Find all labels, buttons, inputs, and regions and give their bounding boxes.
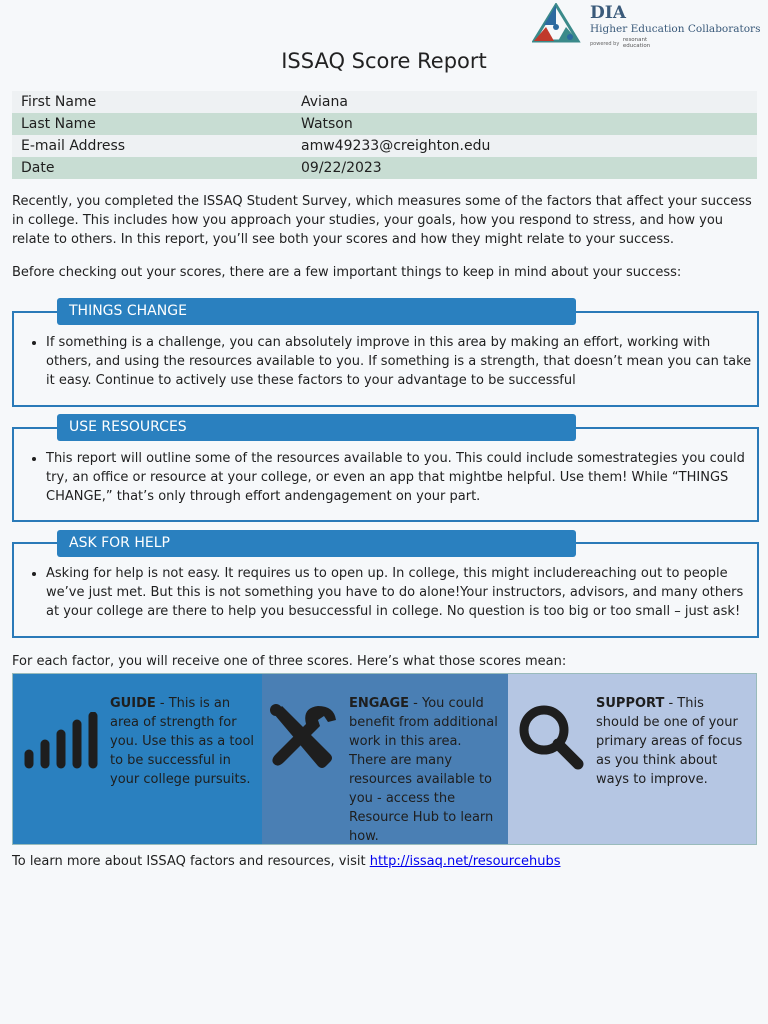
score-engage-description bbox=[349, 694, 501, 846]
student-info-table bbox=[12, 91, 757, 179]
learn-more-text: To learn more about ISSAQ factors and resources, visit bbox=[12, 854, 370, 869]
score-support-description bbox=[596, 694, 748, 789]
callout-text: • This report will outline some of the resources available to you. This could include somestrategies you could try, an office or resource at your college, or even an app that mightbe helpful. Use them! While “THINGS CHANGE,” that’s only through effort andengagement on your part. bbox=[46, 449, 757, 506]
callout-heading-use-resources: USE RESOURCES bbox=[57, 414, 576, 441]
callout-use-resources bbox=[12, 427, 759, 522]
score-text: - This should be one of your primary areas of focus as you think about ways to improve. bbox=[596, 696, 743, 787]
brand-line1: resonant bbox=[622, 37, 648, 43]
callout-things-change bbox=[12, 311, 759, 407]
intro-paragraph: Recently, you completed the ISSAQ Student Survey, which measures some of the factors that affect your success in college. This includes how you approach your studies, your goals, how you respond to stress, and how you relate to others. In this report, you’ll see both your scores and how they might relate to your success. bbox=[12, 194, 752, 247]
logo-title: DIA bbox=[590, 3, 626, 23]
dia-logo bbox=[532, 3, 764, 51]
learn-more-paragraph bbox=[12, 852, 758, 871]
info-label: First Name bbox=[21, 94, 97, 110]
signal-bars-icon bbox=[21, 712, 101, 772]
score-engage bbox=[262, 674, 508, 844]
score-legend bbox=[12, 673, 757, 845]
dia-triangle-logo-icon bbox=[532, 3, 582, 45]
info-row-email bbox=[12, 135, 757, 157]
score-name: SUPPORT bbox=[596, 696, 665, 711]
magnifier-icon bbox=[516, 702, 588, 770]
info-row-date bbox=[12, 157, 757, 179]
callout-heading-things-change: THINGS CHANGE bbox=[57, 298, 576, 325]
info-value: Watson bbox=[301, 116, 353, 132]
tools-icon bbox=[268, 702, 340, 770]
score-name: GUIDE bbox=[110, 696, 156, 711]
scores-intro: For each factor, you will receive one of three scores. Here’s what those scores mean: bbox=[12, 654, 567, 669]
info-label: E-mail Address bbox=[21, 138, 126, 154]
info-label: Date bbox=[21, 160, 55, 176]
score-guide bbox=[13, 674, 262, 844]
score-support bbox=[508, 674, 756, 844]
score-text: - You could benefit from additional work in this area. There are many resources available to you - access the Resource Hub to learn how. bbox=[349, 696, 498, 844]
score-text: - This is an area of strength for you. Use this as a tool to be successful in your college pursuits. bbox=[110, 696, 255, 787]
before-paragraph: Before checking out your scores, there are a few important things to keep in mind about your success: bbox=[12, 265, 682, 280]
callout-heading-ask-for-help: ASK FOR HELP bbox=[57, 530, 576, 557]
powered-by-label: powered by bbox=[590, 41, 620, 47]
info-value: Aviana bbox=[301, 94, 348, 110]
callout-text: • If something is a challenge, you can absolutely improve in this area by making an effort, working with others, and using the resources available to you. If something is a strength, that doesn’t mean you can take it easy. Continue to actively use these factors to your advantage to be successful bbox=[46, 333, 757, 390]
resource-hubs-link[interactable]: http://issaq.net/resourcehubs bbox=[369, 854, 561, 869]
info-value: amw49233@creighton.edu bbox=[301, 138, 491, 154]
score-guide-description bbox=[110, 694, 256, 789]
info-row-first-name bbox=[12, 91, 757, 113]
brand-line2: education bbox=[622, 42, 651, 49]
info-value: 09/22/2023 bbox=[301, 160, 382, 176]
info-label: Last Name bbox=[21, 116, 96, 132]
info-row-last-name bbox=[12, 113, 757, 135]
page-title: ISSAQ Score Report bbox=[281, 49, 487, 73]
callout-text: • Asking for help is not easy. It requires us to open up. In college, this might includereaching out to people we’ve just met. But this is not something you have to do alone!Your instructors, advisors, and many others at your college are there to help you besuccessful in college. No question is too big or too small – just ask! bbox=[46, 564, 757, 621]
resonant-brand bbox=[623, 38, 650, 49]
logo-powered-by bbox=[590, 38, 650, 49]
score-name: ENGAGE bbox=[349, 696, 410, 711]
logo-subtitle: Higher Education Collaborators bbox=[590, 23, 761, 35]
